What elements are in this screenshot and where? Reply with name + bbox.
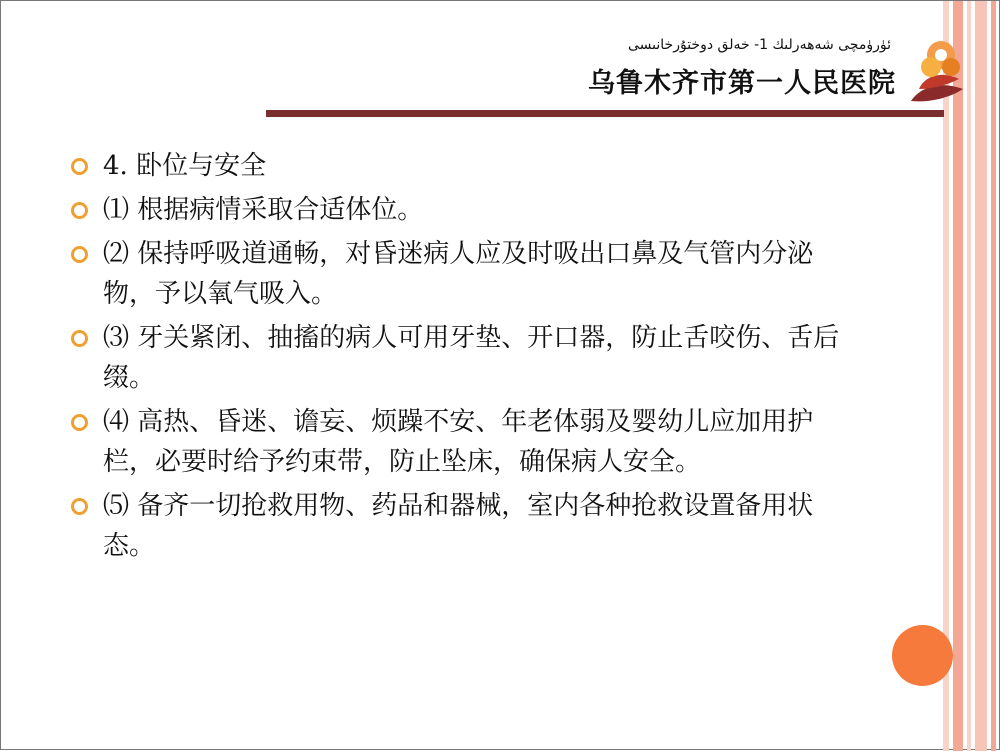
bullet-text: ⑸ 备齐一切抢救用物、药品和器械，室内各种抢救设置备用状态。 <box>103 491 814 561</box>
bullet-item <box>71 234 851 314</box>
bullet-text: ⑵ 保持呼吸道通畅，对昏迷病人应及时吸出口鼻及气管内分泌物，予以氧气吸入。 <box>103 239 814 309</box>
hospital-name: 乌鲁木齐市第一人民医院 <box>588 68 896 99</box>
bullet-text: ⑴ 根据病情采取合适体位。 <box>103 195 424 225</box>
ring-bullet-icon <box>71 414 88 431</box>
ring-bullet-icon <box>71 330 88 347</box>
ring-bullet-icon <box>71 202 88 219</box>
header-uyghur-name: ئۈرۈمچى شەھەرلىك 1- خەلق دوختۇرخانىسى <box>628 37 891 53</box>
bullet-item <box>71 146 851 186</box>
ring-bullet-icon <box>71 158 88 175</box>
bullet-item <box>71 318 851 398</box>
content-bullet-list <box>71 146 851 570</box>
decorative-circle <box>892 625 953 686</box>
ring-bullet-icon <box>71 498 88 515</box>
bullet-item <box>71 486 851 566</box>
bullet-item <box>71 402 851 482</box>
bullet-text: ⑷ 高热、昏迷、谵妄、烦躁不安、年老体弱及婴幼儿应加用护栏，必要时给予约束带，防止坠床，确保病人安全。 <box>103 407 814 477</box>
ring-bullet-icon <box>71 246 88 263</box>
decorative-stripes <box>943 1 999 751</box>
hospital-logo-icon <box>901 31 973 111</box>
header-divider <box>266 110 944 117</box>
bullet-item <box>71 190 851 230</box>
bullet-text: ⑶ 牙关紧闭、抽搐的病人可用牙垫、开口器，防止舌咬伤、舌后缀。 <box>103 323 840 393</box>
bullet-text: 4. 卧位与安全 <box>103 151 267 181</box>
